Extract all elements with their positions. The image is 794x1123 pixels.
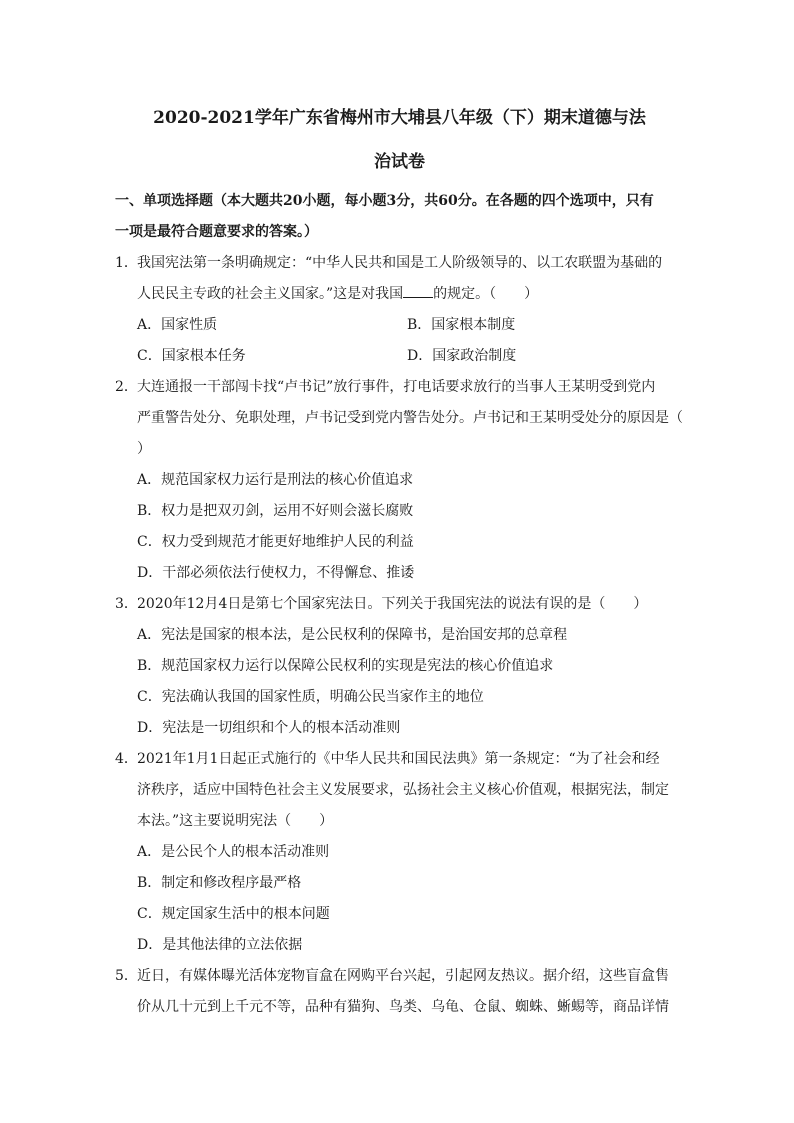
question-number: 5． xyxy=(115,968,138,984)
question-text: 人民民主专政的社会主义国家。”这是对我国 xyxy=(137,286,404,302)
question-text: 严重警告处分、免职处理，卢书记受到党内警告处分。卢书记和王某明受处分的原因是（ xyxy=(137,410,683,426)
question-number: 3． xyxy=(115,596,138,612)
section-heading-line1: 一、单项选择题（本大题共20小题，每小题3分，共60分。在各题的四个选项中，只有 xyxy=(115,193,654,209)
question-text: 2020年12月4日是第七个国家宪法日。下列关于我国宪法的说法有误的是（ ） xyxy=(137,596,648,612)
option-b: B．规范国家权力运行以保障公民权利的实现是宪法的核心价值追求 xyxy=(137,658,554,674)
section-heading xyxy=(115,186,684,248)
option-a: A．是公民个人的根本活动准则 xyxy=(137,844,330,860)
option-c: C．国家根本任务 xyxy=(137,348,246,364)
option-d: D．宪法是一切组织和个人的根本活动准则 xyxy=(137,720,401,736)
question-text: 2021年1月1日起正式施行的《中华人民共和国民法典》第一条规定：“为了社会和经 xyxy=(137,751,660,767)
question-number: 2． xyxy=(115,379,138,395)
question-text: 我国宪法第一条明确规定：“中华人民共和国是工人阶级领导的、以工农联盟为基础的 xyxy=(137,255,663,271)
answer-blank xyxy=(403,285,433,298)
question-number: 4． xyxy=(115,751,138,767)
option-b: B．权力是把双刃剑，运用不好则会滋长腐败 xyxy=(137,503,414,519)
question-3 xyxy=(115,589,684,744)
option-a: A．宪法是国家的根本法，是公民权利的保障书，是治国安邦的总章程 xyxy=(137,627,568,643)
question-text: 近日，有媒体曝光活体宠物盲盒在网购平台兴起，引起网友热议。据介绍，这些盲盒售 xyxy=(137,968,669,984)
question-text: 价从几十元到上千元不等，品种有猫狗、鸟类、乌龟、仓鼠、蜘蛛、蜥蜴等，商品详情 xyxy=(137,999,669,1015)
question-number: 1． xyxy=(115,255,138,271)
option-a: A．规范国家权力运行是刑法的核心价值追求 xyxy=(137,472,414,488)
option-a: A．国家性质 xyxy=(137,317,218,333)
option-c: C．权力受到规范才能更好地维护人民的利益 xyxy=(137,534,414,550)
option-d: D．是其他法律的立法依据 xyxy=(137,937,303,953)
question-text: ） xyxy=(137,441,151,457)
question-2 xyxy=(115,372,684,589)
option-b: B．制定和修改程序最严格 xyxy=(137,875,302,891)
question-text: 大连通报一干部闯卡找“卢书记”放行事件，打电话要求放行的当事人王某明受到党内 xyxy=(137,379,656,395)
question-text: 济秩序，适应中国特色社会主义发展要求，弘扬社会主义核心价值观，根据宪法，制定 xyxy=(137,782,669,798)
option-c: C．规定国家生活中的根本问题 xyxy=(137,906,330,922)
option-c: C．宪法确认我国的国家性质，明确公民当家作主的地位 xyxy=(137,689,484,705)
question-1 xyxy=(115,248,684,372)
exam-title-line1: 2020-2021学年广东省梅州市大埔县八年级（下）期末道德与法 xyxy=(153,108,646,128)
question-text: 的规定。（ ） xyxy=(433,286,539,302)
section-heading-line2: 一项是最符合题意要求的答案。） xyxy=(115,224,318,240)
option-b: B．国家根本制度 xyxy=(407,317,516,333)
exam-title-line2: 治试卷 xyxy=(374,152,425,172)
question-4 xyxy=(115,744,684,961)
question-text: 本法。”这主要说明宪法（ ） xyxy=(137,813,334,829)
question-5 xyxy=(115,961,684,1023)
option-d: D．国家政治制度 xyxy=(407,348,517,364)
option-d: D．干部必须依法行使权力，不得懈怠、推诿 xyxy=(137,565,415,581)
